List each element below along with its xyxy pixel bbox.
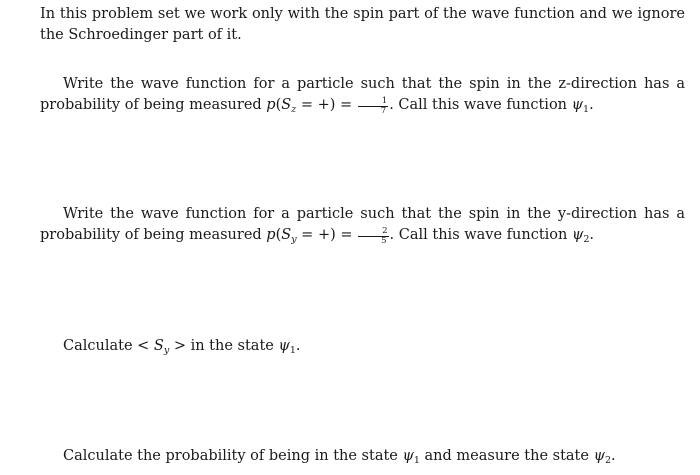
q3-psi: ψ bbox=[278, 338, 290, 354]
q3-end: . bbox=[295, 338, 301, 354]
q2-end: . bbox=[589, 227, 595, 243]
q4-psi-a: ψ bbox=[402, 448, 414, 464]
q1-end: . bbox=[589, 97, 594, 113]
q4-lead: Calculate the probability of being in the state bbox=[63, 448, 403, 464]
q3-var: S bbox=[153, 338, 164, 354]
question-4 bbox=[63, 446, 700, 471]
q2-prob-fn: p bbox=[266, 227, 276, 243]
q2-var: S bbox=[281, 227, 292, 243]
q1-frac-num: 1 bbox=[358, 97, 388, 107]
intro-paragraph bbox=[40, 4, 685, 46]
q3-lead: Calculate < bbox=[63, 338, 154, 354]
q2-psi-sub: 2 bbox=[583, 234, 590, 245]
q1-lead: Write the wave function for a particle such that the spin in the z-direction has a probability of being measured bbox=[40, 76, 685, 113]
q2-var-sub: y bbox=[291, 234, 297, 245]
q3-psi-sub: 1 bbox=[289, 345, 296, 356]
q2-frac-num: 2 bbox=[358, 227, 388, 237]
q1-prob-fn: p bbox=[266, 97, 276, 113]
q2-fraction bbox=[358, 227, 388, 246]
q1-psi: ψ bbox=[571, 97, 584, 113]
q1-tail: . Call this wave function bbox=[389, 97, 572, 113]
q2-frac-den: 5 bbox=[381, 236, 387, 246]
q3-var-sub: y bbox=[163, 345, 170, 356]
q1-eq-mid: = +) = bbox=[296, 97, 357, 113]
q1-var: S bbox=[281, 97, 292, 113]
q4-psi-b-sub: 2 bbox=[604, 455, 611, 466]
question-2: Write the wave function for a particle such that the spin in the y-direction has a probability of being measured $p(S_y$ = +) = $\frac{2}{5}$ . Call this wave function $\psi_2$. bbox=[40, 206, 685, 246]
question-1: Write the wave function for a particle such that the spin in the z-direction has a probability of being measured $p(S_z$ = +) = $\frac{1}{7}$ . Call this wave function $\psi_1$. bbox=[40, 76, 685, 116]
q4-end: . bbox=[611, 448, 616, 464]
q2-psi: ψ bbox=[572, 227, 584, 243]
question-3 bbox=[63, 336, 700, 361]
intro-text: In this problem set we work only with the spin part of the wave function and we ignore the Schroedinger part of it. bbox=[40, 6, 685, 43]
q4-psi-a-sub: 1 bbox=[413, 455, 420, 466]
q1-var-sub: z bbox=[291, 104, 297, 115]
q1-psi-sub: 1 bbox=[583, 104, 590, 115]
q2-lead: Write the wave function for a particle such that the spin in the y-direction has a probability of being measured bbox=[40, 206, 685, 243]
q1-fraction bbox=[358, 97, 388, 116]
q1-frac-den: 7 bbox=[380, 106, 387, 116]
q4-mid: and measure the state bbox=[419, 448, 594, 464]
q4-psi-b: ψ bbox=[593, 448, 605, 464]
q3-mid: > in the state bbox=[169, 338, 279, 354]
q2-eq-mid: = +) = bbox=[296, 227, 358, 243]
q2-tail: . Call this wave function bbox=[389, 227, 572, 243]
